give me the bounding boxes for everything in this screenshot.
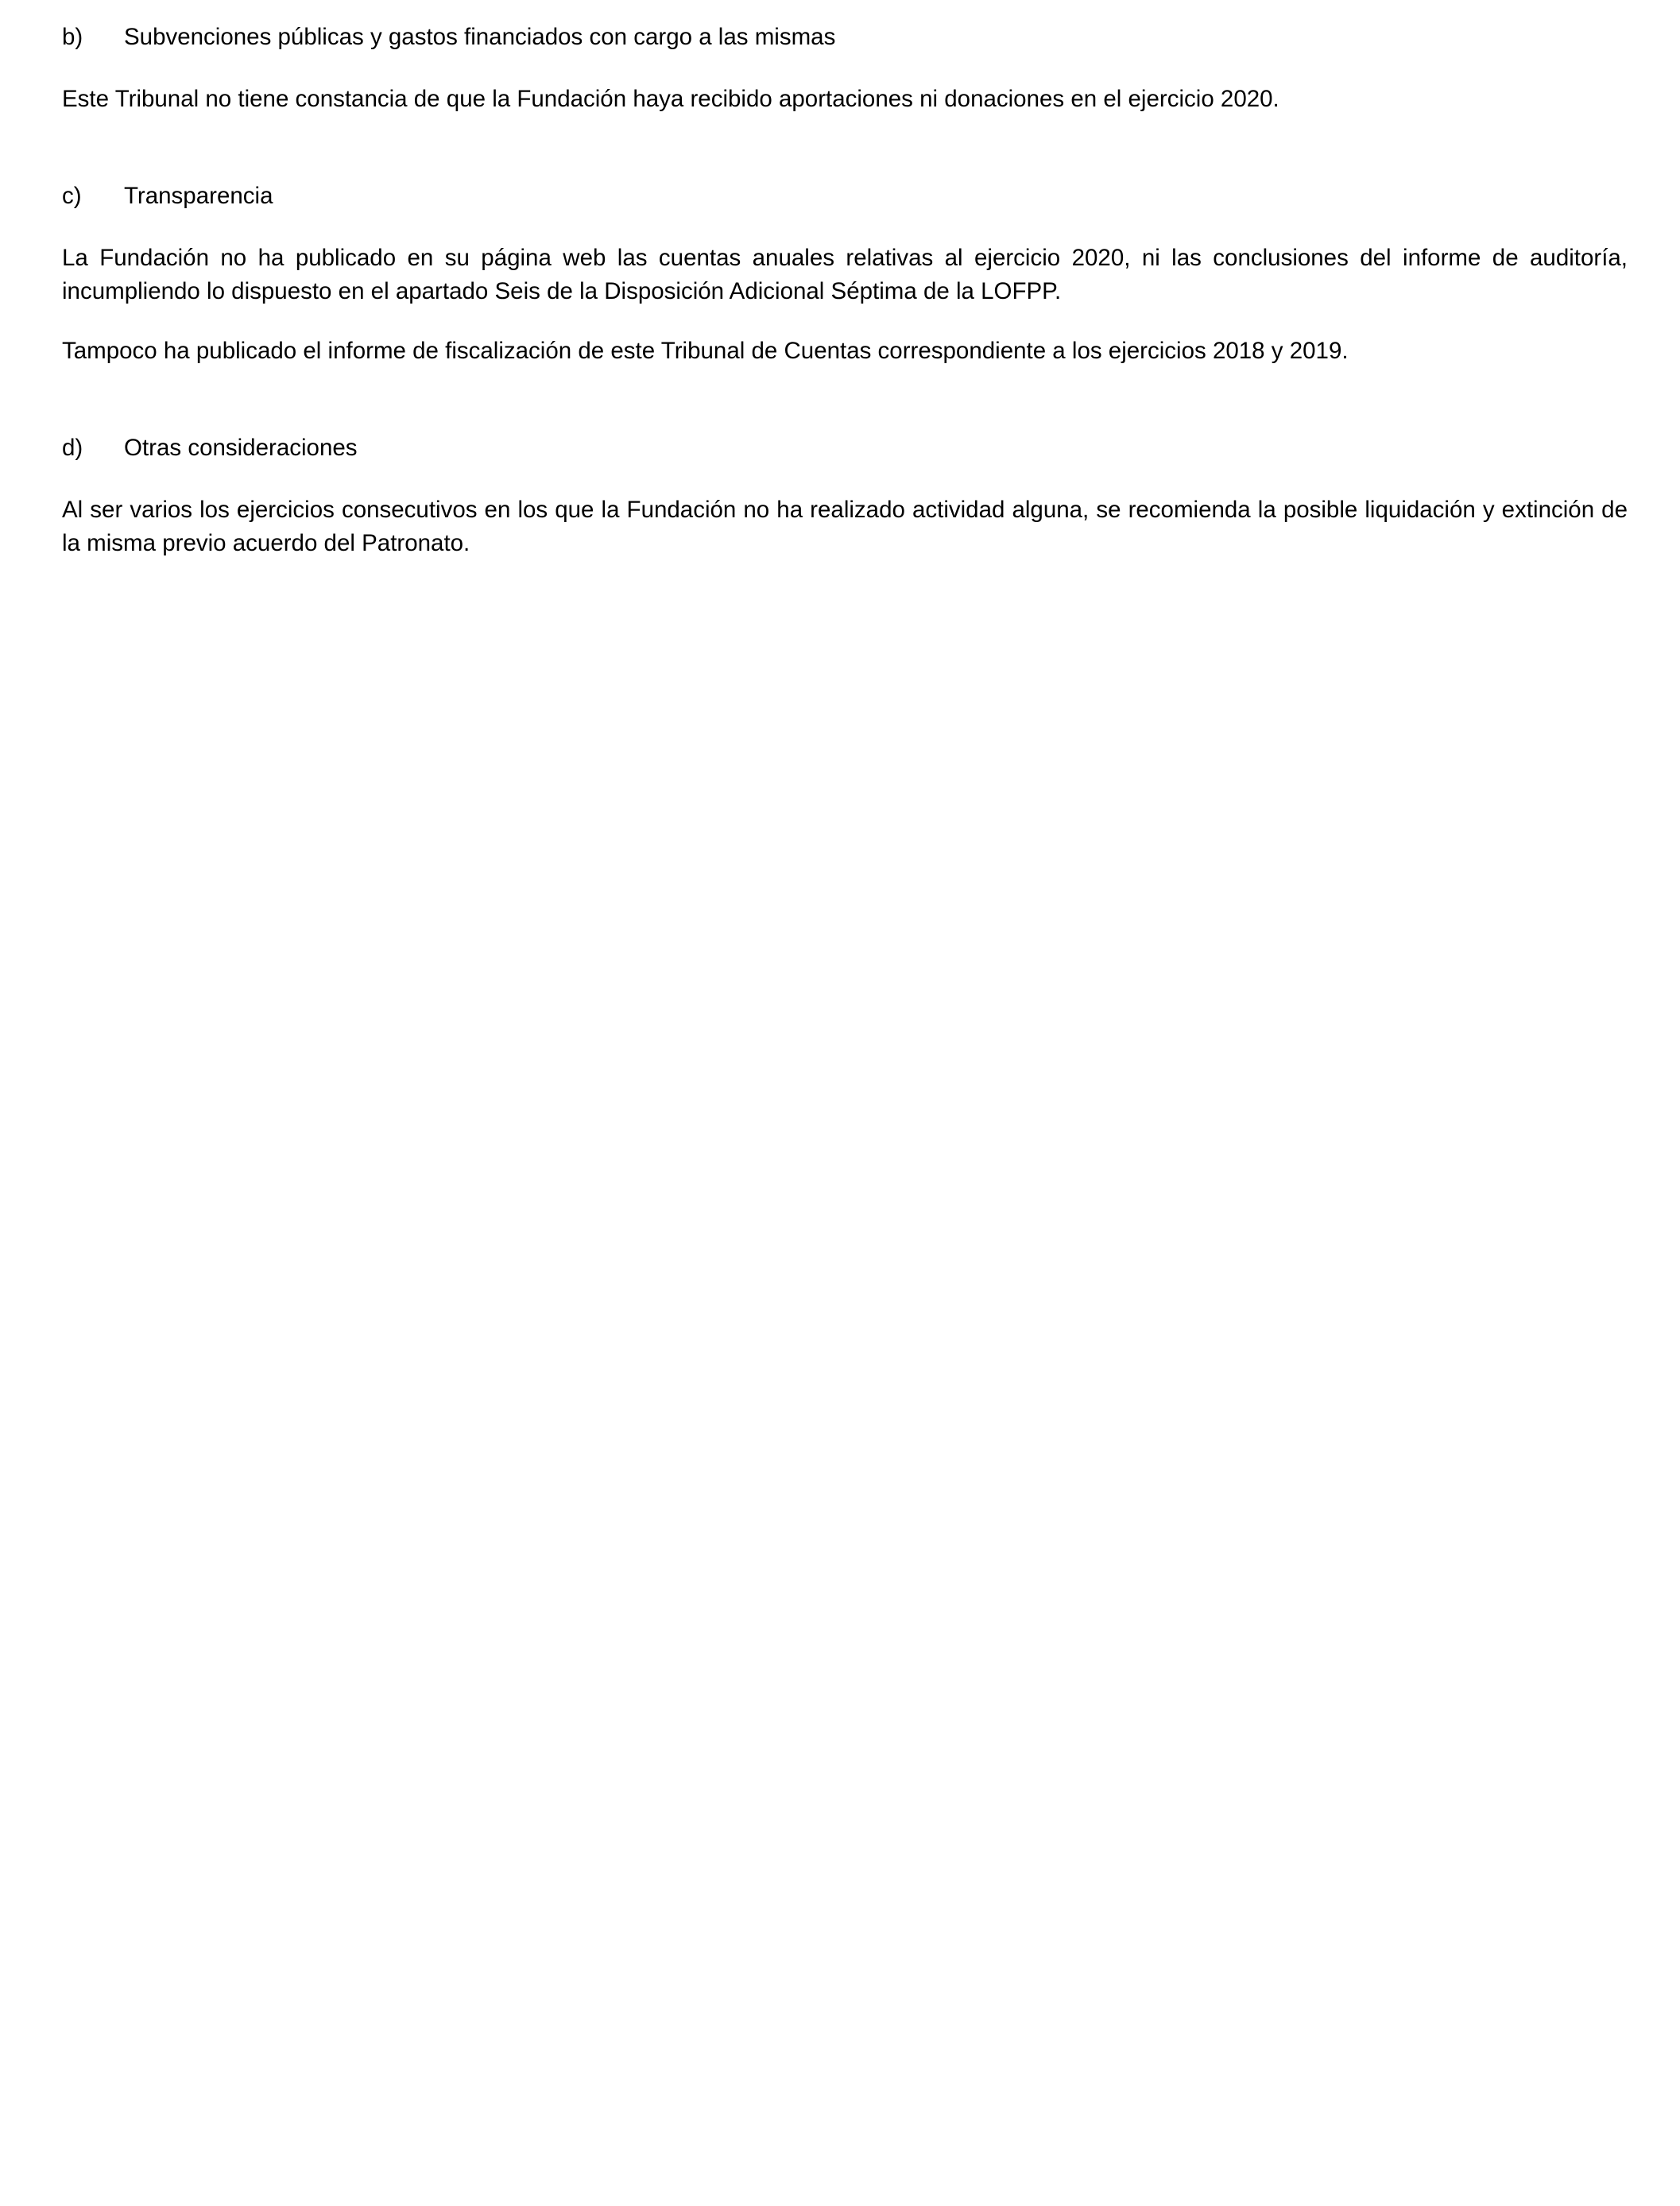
section-c-paragraph-1: La Fundación no ha publicado en su página web las cuentas anuales relativas al ejercicio 2020, ni las conclusiones del informe de auditoría, incumpliendo lo dispuesto en el apartado Seis de la Disposición Adicional Séptima de la LOFPP. bbox=[62, 244, 1628, 304]
section-heading-text-c: Transparencia bbox=[124, 182, 273, 209]
spacer bbox=[62, 213, 1628, 242]
spacer bbox=[62, 308, 1628, 335]
section-heading-text-b: Subvenciones públicas y gastos financiados con cargo a las mismas bbox=[124, 24, 836, 50]
spacer bbox=[62, 54, 1628, 83]
spacer bbox=[62, 465, 1628, 493]
section-heading-c bbox=[62, 180, 1628, 213]
document-body bbox=[62, 21, 1628, 592]
section-heading-d bbox=[62, 432, 1628, 465]
section-marker-b: b) bbox=[62, 24, 83, 50]
section-marker-d: d) bbox=[62, 435, 83, 462]
section-heading-b bbox=[62, 21, 1628, 54]
section-b-paragraph-1: Este Tribunal no tiene constancia de que la Fundación haya recibido aportaciones ni donaciones en el ejercicio 2020. bbox=[62, 85, 1279, 112]
section-heading-text-d: Otras consideraciones bbox=[124, 435, 358, 462]
section-marker-c: c) bbox=[62, 182, 82, 209]
section-c-paragraph-2: Tampoco ha publicado el informe de fiscalización de este Tribunal de Cuentas correspondiente a los ejercicios 2018 y 2019. bbox=[62, 338, 1349, 365]
section-d-paragraph-1: Al ser varios los ejercicios consecutivos en los que la Fundación no ha realizado actividad alguna, se recomienda la posible liquidación y extinción de la misma previo acuerdo del Patronato. bbox=[62, 497, 1628, 556]
spacer bbox=[62, 368, 1628, 432]
spacer bbox=[62, 560, 1628, 592]
spacer bbox=[62, 116, 1628, 180]
